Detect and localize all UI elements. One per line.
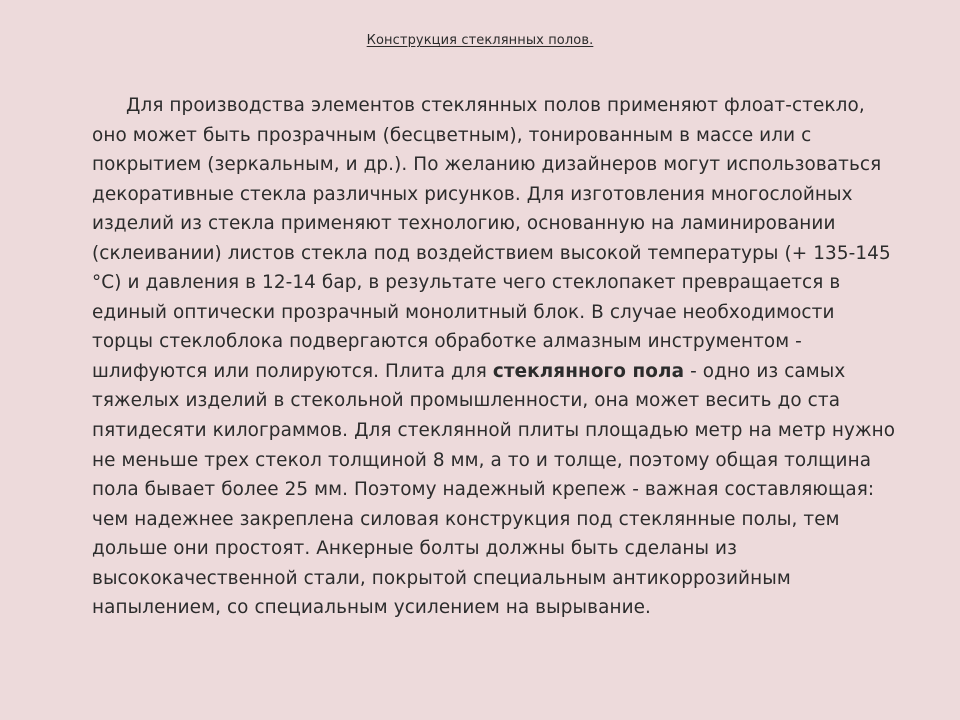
paragraph-text-end: - одно из самых тяжелых изделий в стекольной промышленности, она может весить до ста пятидесяти килограммов. Для стеклянной плиты площадью метр на метр нужно не меньше трех стекол толщиной 8 мм, а то и толще, поэтому общая толщина пола бывает более 25 мм. Поэтому надежный крепеж - важная составляющая: чем надежнее закреплена силовая конструкция под стеклянные полы, тем дольше они простоят. Анкерные болты должны быть сделаны из высококачественной стали, покрытой специальным антикоррозийным напылением, со специальным усилением на вырывание. bbox=[92, 360, 896, 619]
paragraph-bold-term: стеклянного пола bbox=[492, 360, 685, 382]
slide-title: Конструкция стеклянных полов. bbox=[366, 33, 594, 48]
paragraph-text-start: Для производства элементов стеклянных полов применяют флоат-стекло, оно может быть прозрачным (бесцветным), тонированным в массе или с покрытием (зеркальным, и др.). По желанию дизайнеров могут использоваться декоративные стекла различных рисунков. Для изготовления многослойных изделий из стекла применяют технологию, основанную на ламинировании (склеивании) листов стекла под воздействием высокой температуры (+ 135-145 °C) и давления в 12-14 бар, в результате чего стеклопакет превращается в единый оптически прозрачный монолитный блок. В случае необходимости торцы стеклоблока подвергаются обработке алмазным инструментом - шлифуются или полируются. Плита для bbox=[92, 95, 891, 382]
body-paragraph bbox=[92, 91, 900, 623]
